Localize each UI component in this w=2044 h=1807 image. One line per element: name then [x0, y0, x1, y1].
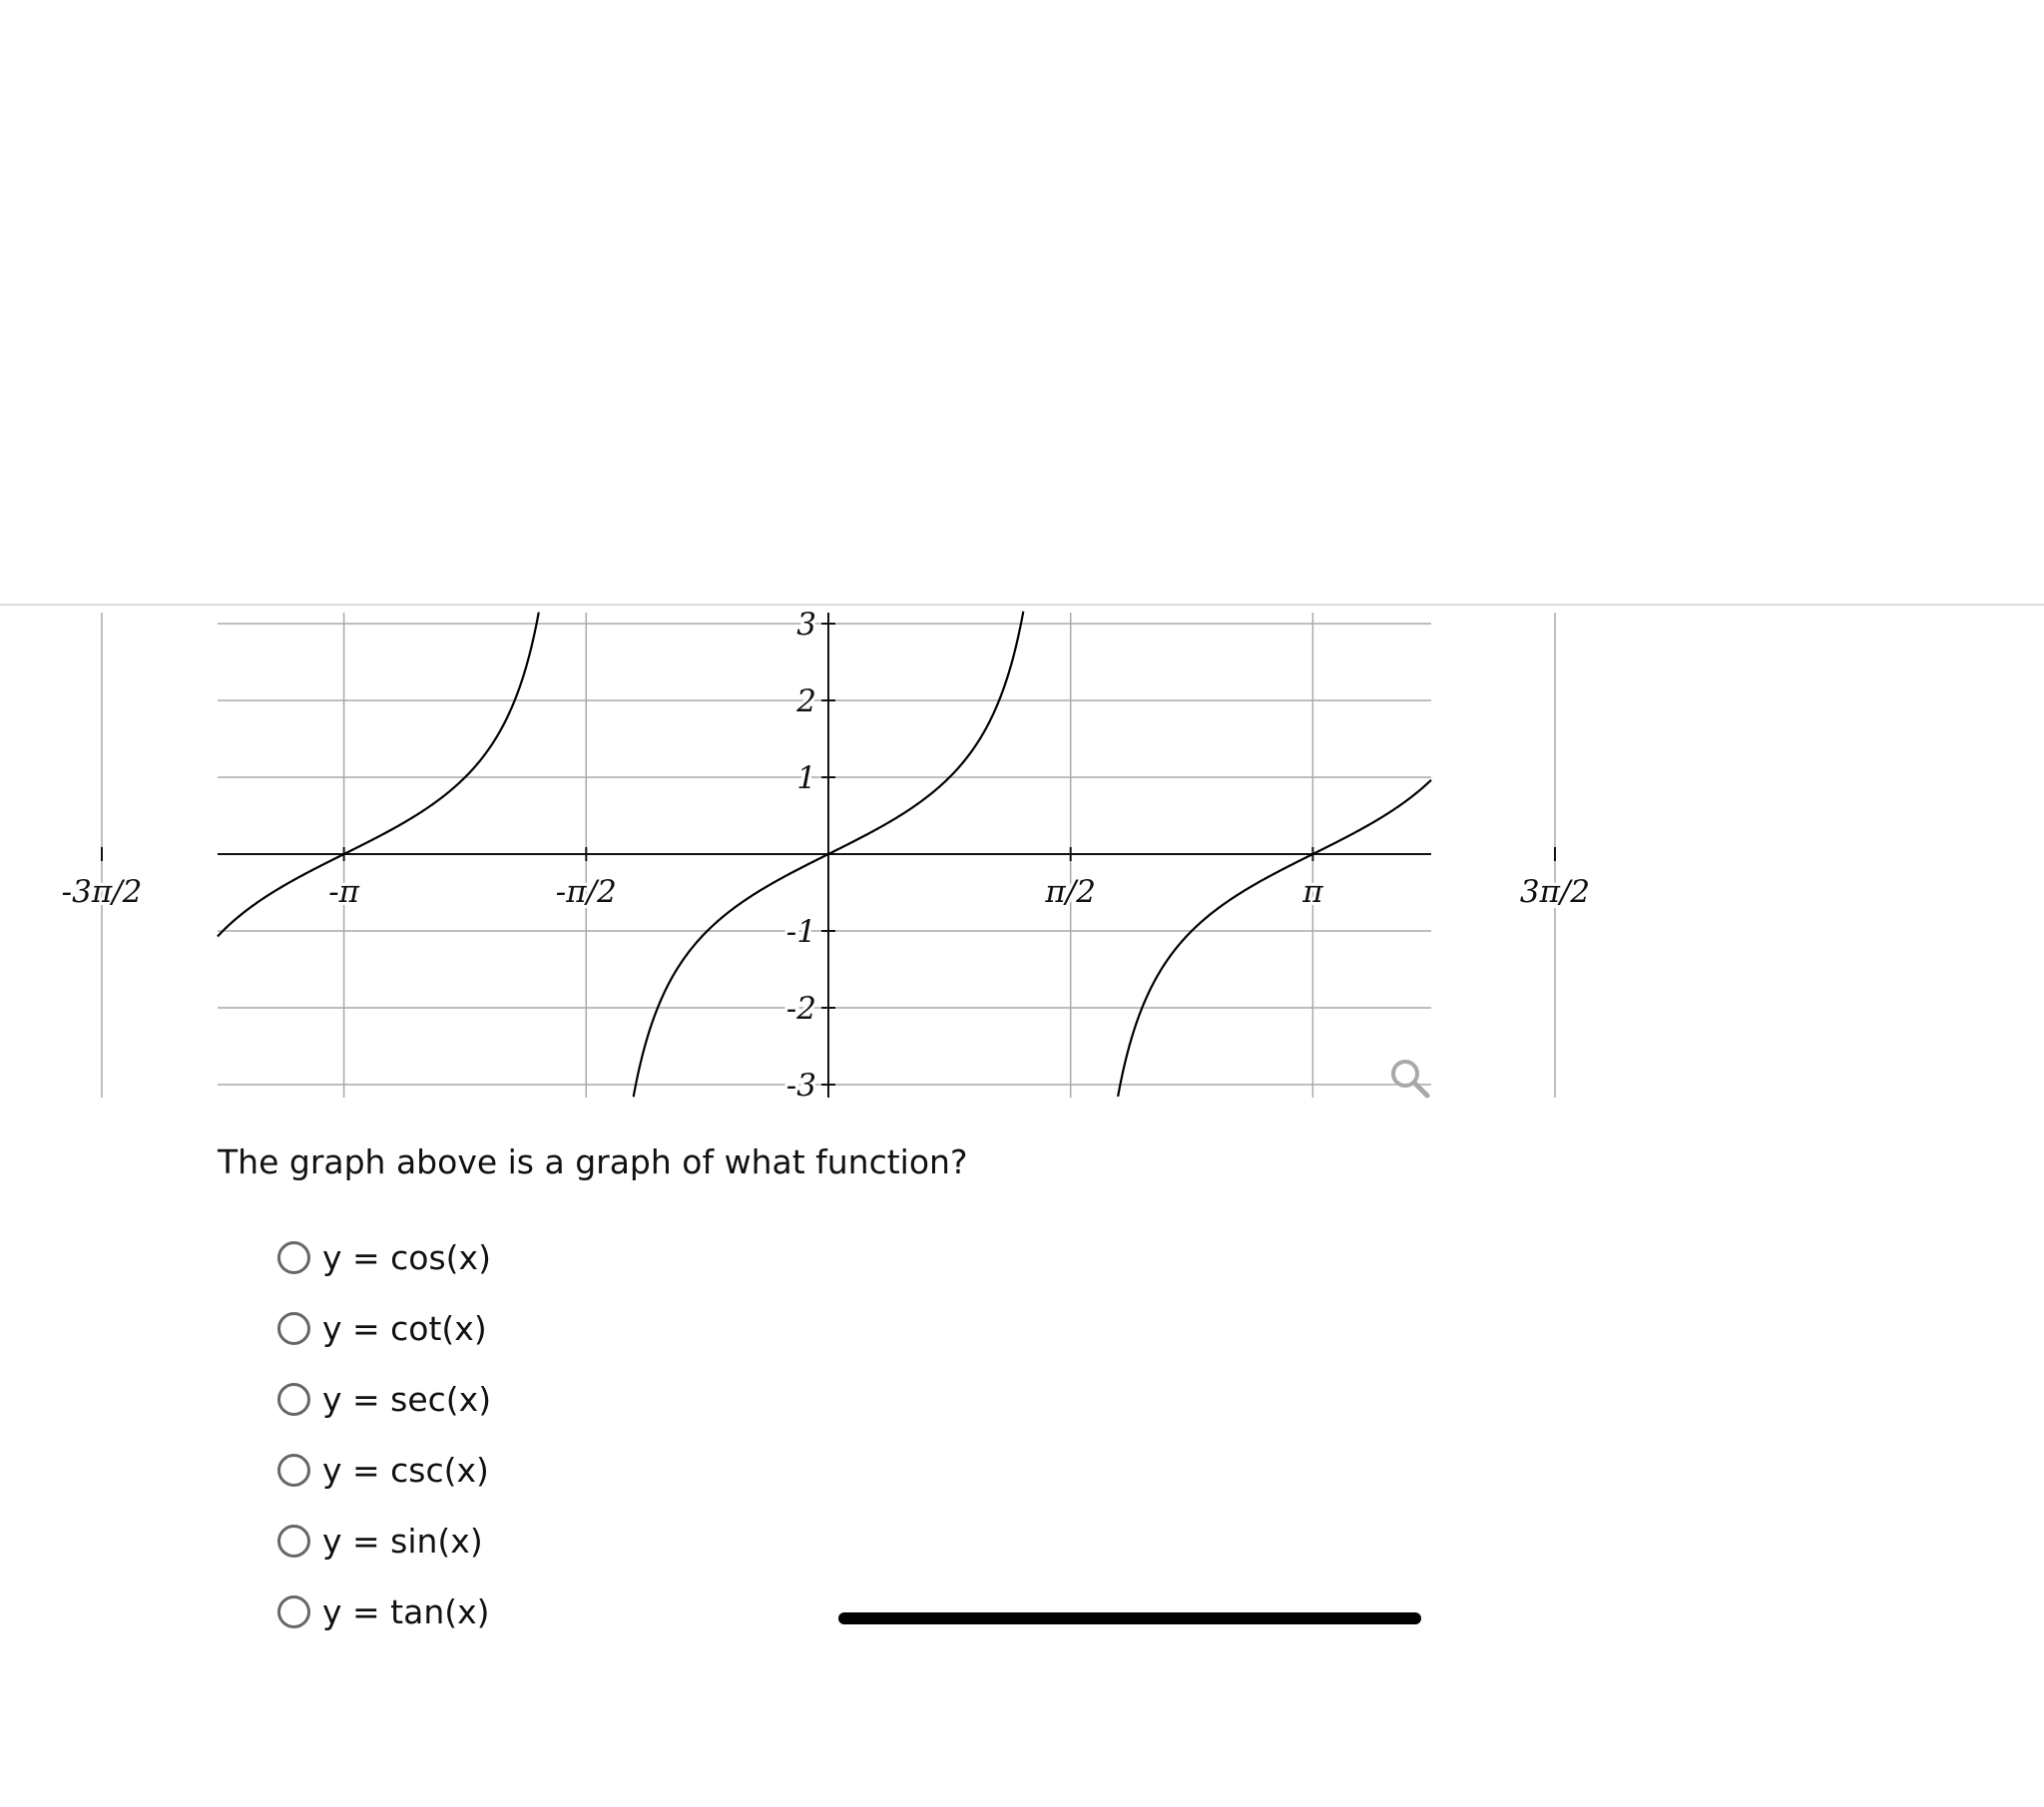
y-tick-label: 3 [796, 607, 816, 643]
radio-button[interactable] [277, 1241, 310, 1274]
radio-button[interactable] [277, 1595, 310, 1628]
option-label: y = cos(x) [322, 1238, 491, 1277]
option-label: y = tan(x) [322, 1592, 490, 1631]
radio-button[interactable] [277, 1525, 310, 1558]
graph-svg [61, 607, 1591, 1104]
x-tick-label: 3π/2 [1519, 874, 1591, 910]
x-tick-label: -π/2 [555, 874, 617, 910]
radio-button[interactable] [277, 1383, 310, 1416]
x-tick-label: -3π/2 [61, 874, 143, 910]
top-divider [0, 604, 2044, 606]
answer-options [277, 1222, 491, 1647]
option-label: y = sin(x) [322, 1522, 483, 1561]
option-label: y = cot(x) [322, 1309, 487, 1348]
y-tick-label: 2 [796, 683, 816, 719]
home-indicator [838, 1612, 1421, 1624]
question-text: The graph above is a graph of what function? [218, 1142, 968, 1181]
y-tick-label: -1 [785, 914, 816, 950]
option-cos[interactable] [277, 1222, 491, 1293]
option-label: y = csc(x) [322, 1451, 489, 1490]
x-tick-label: -π [328, 874, 360, 910]
option-csc[interactable] [277, 1435, 491, 1506]
tan-curve-branch [1118, 780, 1431, 1097]
option-cot[interactable] [277, 1293, 491, 1364]
radio-button[interactable] [277, 1312, 310, 1345]
function-graph [61, 607, 1591, 1104]
option-sec[interactable] [277, 1364, 491, 1435]
x-tick-label: π [1302, 874, 1323, 910]
y-tick-label: 1 [796, 760, 816, 796]
option-tan[interactable] [277, 1577, 491, 1647]
option-label: y = sec(x) [322, 1380, 492, 1419]
tan-curve-branch [218, 613, 539, 937]
x-tick-label: π/2 [1045, 874, 1096, 910]
magnifier-icon[interactable] [1387, 1056, 1433, 1102]
radio-button[interactable] [277, 1454, 310, 1487]
y-tick-label: -2 [785, 991, 816, 1027]
y-tick-label: -3 [785, 1068, 816, 1104]
option-sin[interactable] [277, 1506, 491, 1577]
